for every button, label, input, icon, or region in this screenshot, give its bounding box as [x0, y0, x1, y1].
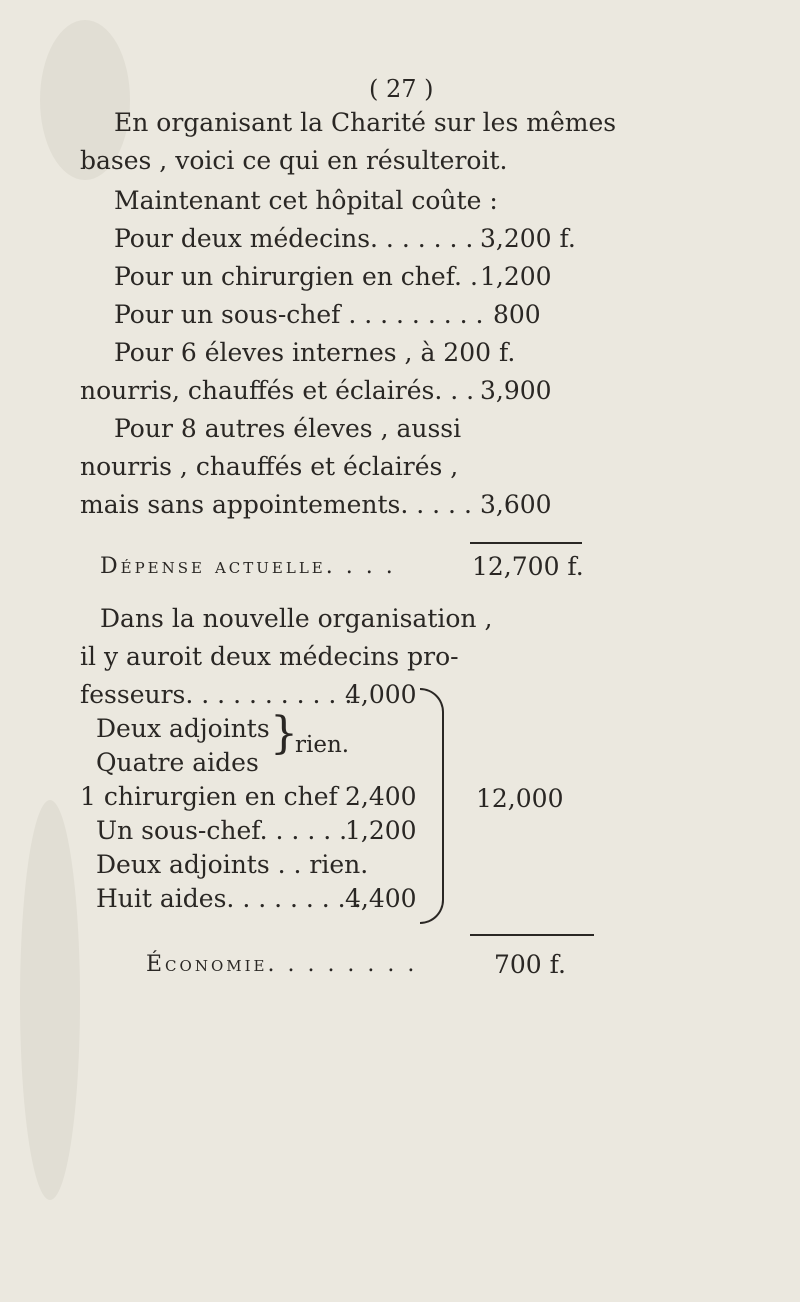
proposed-item-label: Un sous-chef. . . . . . [96, 816, 348, 845]
paper-stain [20, 800, 80, 1200]
current-item-label: Pour un sous-chef . . . . . . . . . [114, 300, 484, 329]
current-item-label: Pour un chirurgien en chef. . [114, 262, 478, 291]
proposed-item-label: fesseurs. . . . . . . . . . . [80, 680, 353, 709]
proposed-item-label: Quatre aides [96, 748, 259, 777]
intro-line-1: En organisant la Charité sur les mêmes [114, 108, 617, 137]
brace-note: rien. [295, 732, 350, 758]
current-item-label: Pour 6 éleves internes , à 200 f. [114, 338, 516, 367]
current-item-label: Pour 8 autres éleves , aussi [114, 414, 462, 443]
current-item-label: mais sans appointements. . . . . [80, 490, 472, 519]
current-item-label: nourris , chauffés et éclairés , [80, 452, 459, 481]
current-item-value: 3,900 [480, 376, 552, 405]
proposed-item-label: Deux adjoints . . rien. [96, 850, 369, 879]
proposed-item-value: 4,400 [345, 884, 417, 913]
proposed-heading-1: Dans la nouvelle organisation , [100, 604, 493, 633]
page-number: ( 27 ) [369, 75, 434, 103]
proposed-item-label: Huit aides. . . . . . . . . [96, 884, 362, 913]
large-brace [420, 688, 444, 924]
current-heading: Maintenant cet hôpital coûte : [114, 186, 498, 215]
proposed-item-value: 4,000 [345, 680, 417, 709]
current-item-value: 1,200 [480, 262, 552, 291]
current-item-label: nourris, chauffés et éclairés. . . [80, 376, 475, 405]
proposed-item-label: Deux adjoints [96, 714, 270, 743]
economy-value: 700 f. [494, 950, 566, 979]
current-item-label: Pour deux médecins. . . . . . . [114, 224, 474, 253]
current-item-value: 3,200 f. [480, 224, 576, 253]
sum-rule [470, 542, 582, 544]
intro-line-2: bases , voici ce qui en résulteroit. [80, 146, 508, 175]
current-item-value: 800 [493, 300, 541, 329]
current-item-value: 3,600 [480, 490, 552, 519]
current-total-label: Dépense actuelle. . . . [100, 554, 396, 579]
proposed-item-value: 2,400 [345, 782, 417, 811]
proposed-item-value: 1,200 [345, 816, 417, 845]
economy-label: Économie. . . . . . . . [146, 952, 418, 977]
sum-rule [470, 934, 594, 936]
proposed-subtotal: 12,000 [476, 784, 564, 813]
current-total-value: 12,700 f. [472, 552, 584, 581]
small-brace: } [270, 708, 298, 759]
proposed-item-label: 1 chirurgien en chef [80, 782, 338, 811]
proposed-heading-2: il y auroit deux médecins pro- [80, 642, 459, 671]
